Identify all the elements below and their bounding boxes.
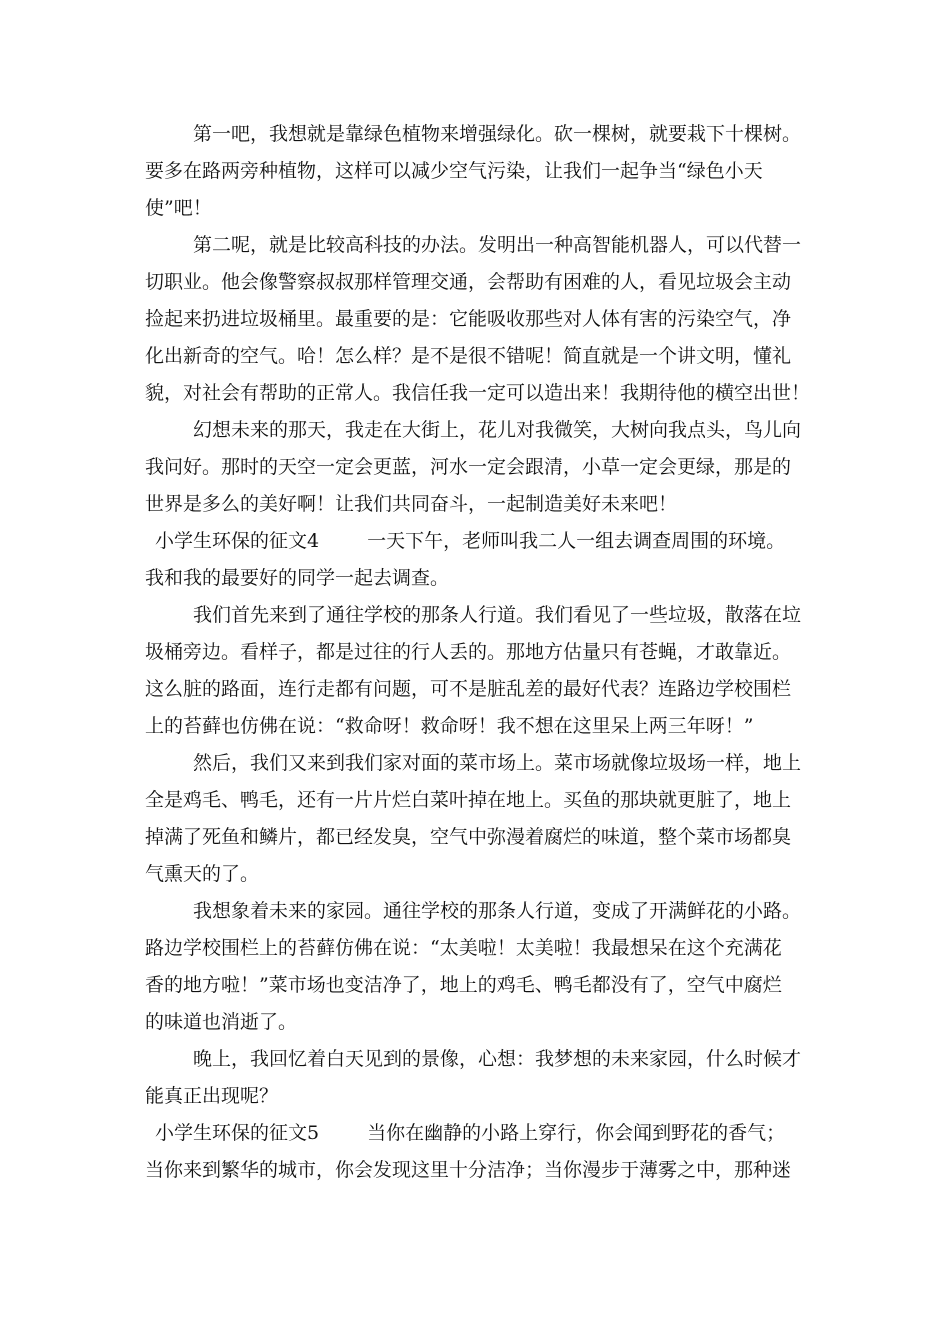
paragraph-line: 的味道也消逝了。: [145, 1011, 298, 1033]
paragraph-line: 这么脏的路面，连行走都有问题，可不是脏乱差的最好代表？连路边学校围栏: [145, 678, 792, 700]
paragraph-line: 捡起来扔进垃圾桶里。最重要的是：它能吸收那些对人体有害的污染空气，净: [145, 308, 792, 330]
paragraph-line: 路边学校围栏上的苔藓仿佛在说：“太美啦！太美啦！我最想呆在这个充满花: [145, 937, 782, 959]
paragraph-line: 然后，我们又来到我们家对面的菜市场上。菜市场就像垃圾场一样，地上: [193, 752, 802, 774]
paragraph-line: 要多在路两旁种植物，这样可以减少空气污染，让我们一起争当“绿色小天: [145, 160, 763, 182]
paragraph-line: 能真正出现呢？: [145, 1085, 279, 1107]
paragraph-line: 世界是多么的美好啊！让我们共同奋斗，一起制造美好未来吧！: [145, 493, 678, 515]
paragraph-line: 幻想未来的那天，我走在大街上，花儿对我微笑，大树向我点头，鸟儿向: [193, 419, 802, 441]
paragraph-line: 气熏天的了。: [145, 863, 260, 885]
essay-heading: 小学生环保的征文4: [155, 530, 320, 552]
paragraph-line: 使”吧！: [145, 197, 212, 219]
paragraph-line: 我想象着未来的家园。通往学校的那条人行道，变成了开满鲜花的小路。: [193, 900, 802, 922]
paragraph-line: 上的苔藓也仿佛在说：“救命呀！救命呀！我不想在这里呆上两三年呀！”: [145, 715, 754, 737]
paragraph-line: 第一吧，我想就是靠绿色植物来增强绿化。砍一棵树，就要栽下十棵树。: [193, 123, 802, 145]
paragraph-line: 切职业。他会像警察叔叔那样管理交通，会帮助有困难的人，看见垃圾会主动: [145, 271, 792, 293]
paragraph-line: 香的地方啦！”菜市场也变洁净了，地上的鸡毛、鸭毛都没有了，空气中腐烂: [145, 974, 782, 996]
paragraph-line: 圾桶旁边。看样子，都是过往的行人丢的。那地方估量只有苍蝇，才敢靠近。: [145, 641, 792, 663]
essay-heading: 小学生环保的征文5: [155, 1122, 320, 1144]
paragraph-line: 我问好。那时的天空一定会更蓝，河水一定会跟清，小草一定会更绿，那是的: [145, 456, 792, 478]
paragraph-line: 化出新奇的空气。哈！怎么样？是不是很不错呢！简直就是一个讲文明，懂礼: [145, 345, 792, 367]
paragraph-line: 貌，对社会有帮助的正常人。我信任我一定可以造出来！我期待他的横空出世！: [145, 382, 811, 404]
paragraph-line: 掉满了死鱼和鳞片，都已经发臭，空气中弥漫着腐烂的味道，整个菜市场都臭: [145, 826, 792, 848]
essay-heading-line: 小学生环保的征文4 一天下午，老师叫我二人一组去调查周围的环境。: [155, 530, 786, 552]
paragraph-line: 我和我的最要好的同学一起去调查。: [145, 567, 450, 589]
paragraph-line: 当你来到繁华的城市，你会发现这里十分洁净；当你漫步于薄雾之中，那种迷: [145, 1159, 792, 1181]
paragraph-line: 全是鸡毛、鸭毛，还有一片片烂白菜叶掉在地上。买鱼的那块就更脏了，地上: [145, 789, 792, 811]
essay-heading-line: 小学生环保的征文5 当你在幽静的小路上穿行，你会闻到野花的香气；: [155, 1122, 786, 1144]
paragraph-line: 我们首先来到了通往学校的那条人行道。我们看见了一些垃圾，散落在垃: [193, 604, 802, 626]
paragraph-line: 晚上，我回忆着白天见到的景像，心想：我梦想的未来家园，什么时候才: [193, 1048, 802, 1070]
essay-text: [145, 116, 815, 1189]
paragraph-line: 第二呢，就是比较高科技的办法。发明出一种高智能机器人，可以代替一: [193, 234, 802, 256]
